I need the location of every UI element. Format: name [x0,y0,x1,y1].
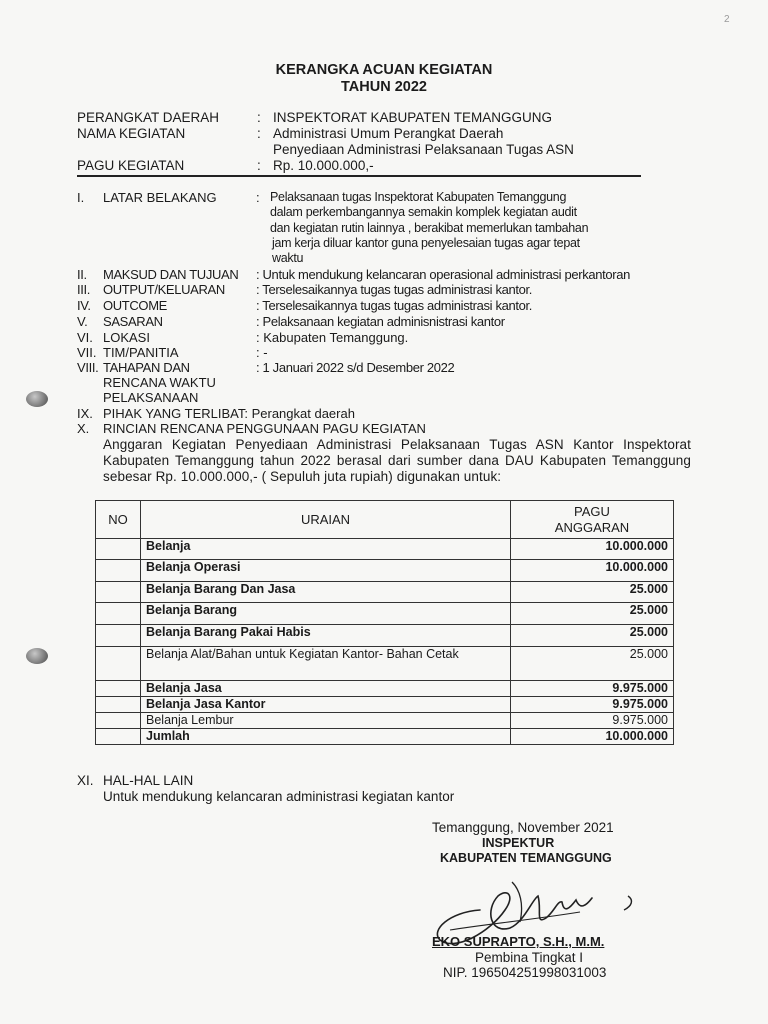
table-row: Belanja Barang Pakai Habis 25.000 [96,625,674,647]
table-row: Belanja 10.000.000 [96,539,674,560]
signature-rank: Pembina Tingkat I [475,950,584,965]
table-row: Belanja Barang Dan Jasa 25.000 [96,582,674,603]
punch-hole-top [26,391,48,407]
perangkat-label: PERANGKAT DAERAH [77,110,220,125]
document-year: TAHUN 2022 [341,79,427,95]
tahapan-label-3: PELAKSANAAN [103,390,199,405]
rincian-paragraph: Anggaran Kegiatan Penyediaan Administrasi Pelaksanaan Tugas ASN Kantor Inspektorat Kabupaten Temanggung tahun 2022 berasal dari sumber dana DAU Kabupaten Temanggung sebesar Rp. 10.000.000,- ( Sepuluh juta rupiah) digunakan untuk: [103,437,691,484]
col-uraian-header: URAIAN [141,501,511,539]
signature-title-1: INSPEKTUR [482,836,555,850]
hal-hal-lain-text: Untuk mendukung kelancaran administrasi kegiatan kantor [103,789,455,804]
punch-hole-bottom [26,648,48,664]
table-row: Belanja Barang 25.000 [96,603,674,625]
budget-table [95,500,674,745]
table-total-row: Jumlah 10.000.000 [96,729,674,745]
signature-nip: NIP. 196504251998031003 [443,965,607,980]
tahapan-label-2: RENCANA WAKTU [103,375,216,390]
latar-belakang-text: Pelaksanaan tugas Inspektorat Kabupaten Temanggung dalam perkembangannya semakin komplek kegiatan audit dan kegiatan rutin lainnya , berakibat memerlukan tambahan jam kerja diluar kantor guna penyelesaian tugas agar tepat waktu [270,190,589,266]
perangkat-value: INSPEKTORAT KABUPATEN TEMANGGUNG [273,110,553,125]
table-row: Belanja Alat/Bahan untuk Kegiatan Kantor- Bahan Cetak 25.000 [96,647,674,681]
nama-value-2: Penyediaan Administrasi Pelaksanaan Tugas ASN [273,142,574,157]
col-pagu-header: PAGU ANGGARAN [511,501,674,539]
document-title: KERANGKA ACUAN KEGIATAN [275,62,493,78]
header-divider [77,175,641,177]
signature-name: EKO SUPRAPTO, S.H., M.M. [432,934,605,949]
nama-value-1: Administrasi Umum Perangkat Daerah [273,126,504,141]
table-row: Belanja Lembur 9.975.000 [96,713,674,729]
page-number-mark: 2 [724,14,730,25]
table-row: Belanja Jasa 9.975.000 [96,681,674,697]
table-row: Belanja Jasa Kantor 9.975.000 [96,697,674,713]
nama-label: NAMA KEGIATAN [77,126,186,141]
signature-place-date: Temanggung, November 2021 [432,820,614,835]
table-header-row [96,501,674,539]
signature-title-2: KABUPATEN TEMANGGUNG [440,851,612,865]
table-row: Belanja Operasi 10.000.000 [96,560,674,582]
col-no-header: NO [96,501,141,539]
pagu-value: Rp. 10.000.000,- [273,158,374,173]
pagu-label: PAGU KEGIATAN [77,158,185,173]
